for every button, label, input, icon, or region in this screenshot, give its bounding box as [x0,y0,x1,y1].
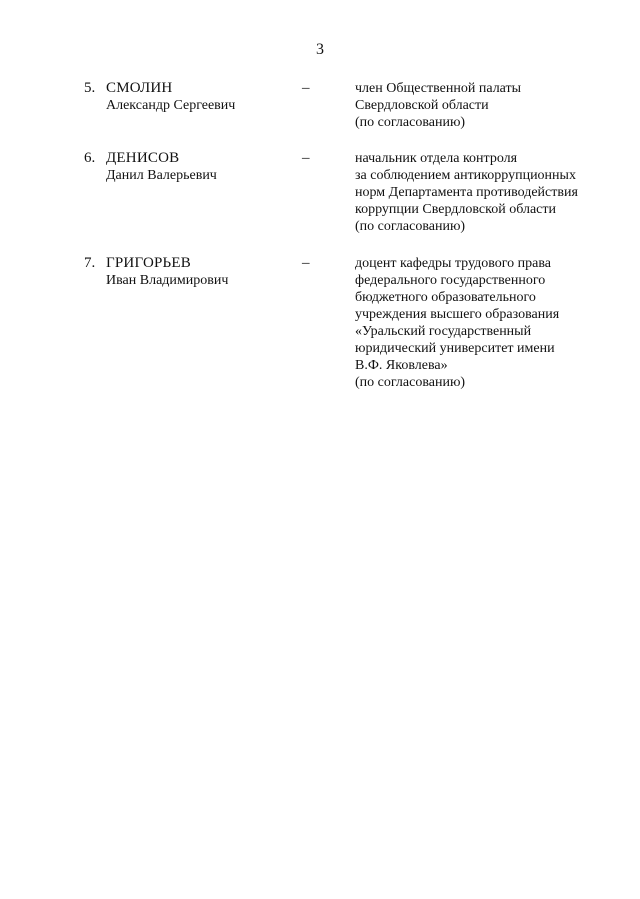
member-position [355,80,610,131]
member-position [355,255,610,391]
member-name [106,150,296,184]
position-line: Свердловской области [355,98,489,113]
position-line: бюджетного образовательного [355,290,536,305]
position-line: В.Ф. Яковлева» [355,358,448,373]
position-line: федерального государственного [355,273,546,288]
position-line: юридический университет имени [355,341,555,356]
page-number: 3 [316,41,324,58]
member-position [355,150,610,235]
member-given-names: Александр Сергеевич [106,98,236,113]
position-line: норм Департамента противодействия [355,185,578,200]
position-line: учреждения высшего образования [355,307,560,322]
position-line: (по согласованию) [355,375,466,390]
position-line: «Уральский государственный [355,324,532,339]
position-line: начальник отдела контроля [355,151,518,166]
entry-number: 7. [84,255,96,271]
position-line: (по согласованию) [355,115,466,130]
position-line: за соблюдением антикоррупционных [355,168,576,183]
position-line: доцент кафедры трудового права [355,256,551,271]
position-line: (по согласованию) [355,219,466,234]
member-surname: СМОЛИН [106,80,173,96]
position-line: коррупции Свердловской области [355,202,557,217]
member-given-names: Данил Валерьевич [106,168,217,183]
member-surname: ДЕНИСОВ [106,150,180,166]
member-surname: ГРИГОРЬЕВ [106,255,191,271]
entry-number: 6. [84,150,96,166]
member-name [106,255,296,289]
dash-separator: – [302,150,310,166]
entry-number: 5. [84,80,96,96]
member-given-names: Иван Владимирович [106,273,229,288]
dash-separator: – [302,255,310,271]
position-line: член Общественной палаты [355,81,522,96]
member-name [106,80,296,114]
dash-separator: – [302,80,310,96]
